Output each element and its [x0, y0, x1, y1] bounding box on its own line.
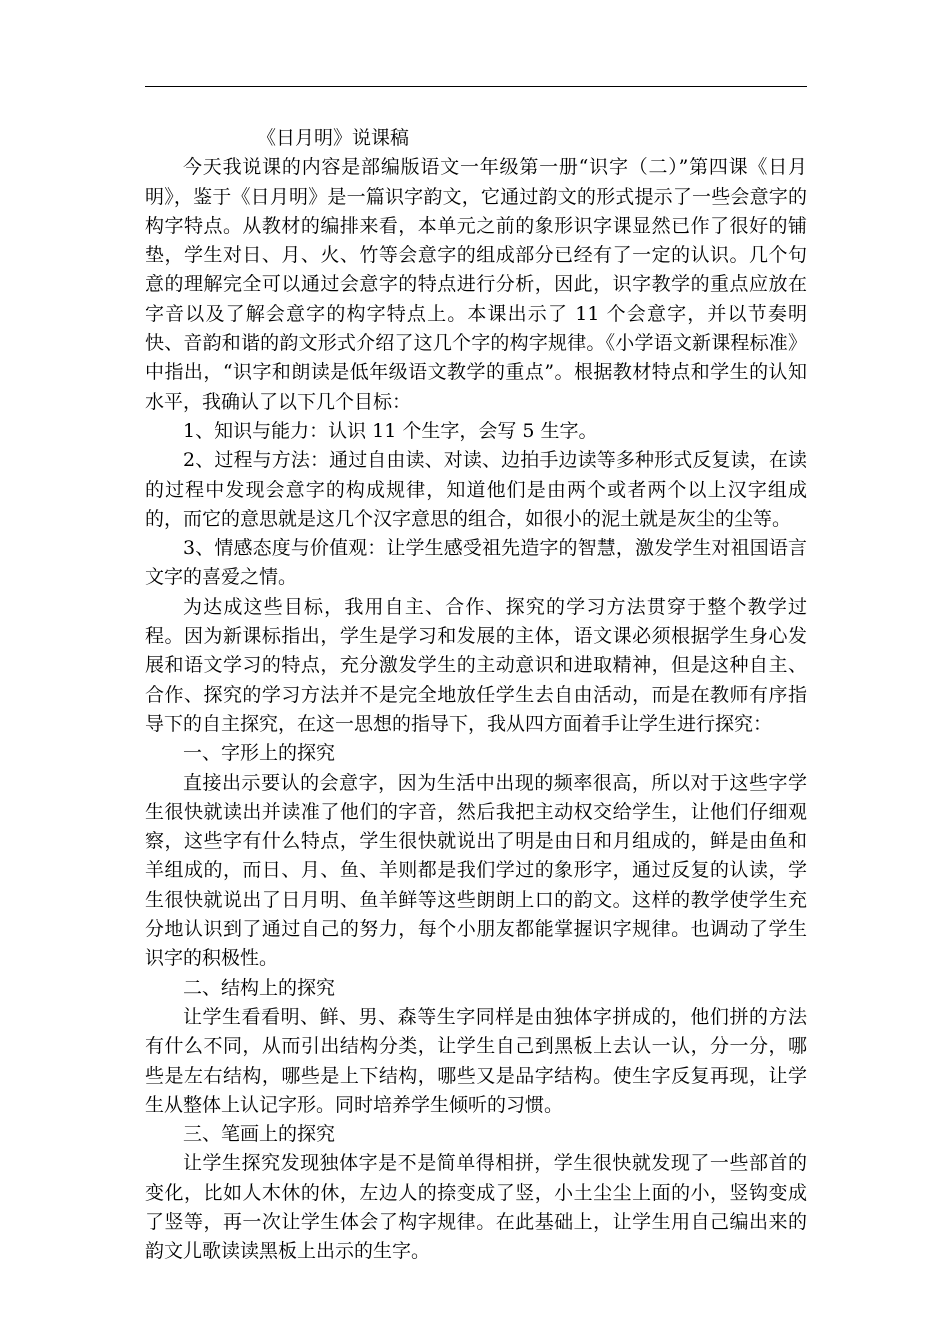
section-heading-1: 一、字形上的探究	[183, 742, 336, 765]
paragraph-intro: 今天我说课的内容是部编版语文一年级第一册“识字（二）”第四课《日月明》，鉴于《日月明》是一篇识字韵文，它通过韵文的形式提示了一些会意字的构字特点。从教材的编排来看，本单元之前的象形识字课显然已作了很好的铺垫，学生对日、月、火、竹等会意字的组成部分已经有了一定的认识。几个句意的理解完全可以通过会意字的特点进行分析，因此，识字教学的重点应放在字音以及了解会意字的构字特点上。本课出示了 11 个会意字，并以节奏明快、音韵和谐的韵文形式介绍了这几个字的构字规律。《小学语文新课程标准》中指出，“识字和朗读是低年级语文教学的重点”。根据教材特点和学生的认知水平，我确认了以下几个目标：	[145, 156, 807, 413]
section-heading-3: 三、笔画上的探究	[183, 1123, 336, 1146]
paragraph-section-3: 让学生探究发现独体字是不是简单得相拼，学生很快就发现了一些部首的变化，比如人木休的休，左边人的捺变成了竖，小土尘尘上面的小，竖钩变成了竖等，再一次让学生体会了构字规律。在此基础上，让学生用自己编出来的韵文儿歌读读黑板上出示的生字。	[145, 1152, 807, 1263]
document-title: 《日月明》说课稿	[257, 127, 410, 149]
paragraph-method: 为达成这些目标，我用自主、合作、探究的学习方法贯穿于整个教学过程。因为新课标指出，学生是学习和发展的主体，语文课必须根据学生身心发展和语文学习的特点，充分激发学生的主动意识和进取精神，但是这种自主、合作、探究的学习方法并不是完全地放任学生去自由活动，而是在教师有序指导下的自主探究，在这一思想的指导下，我从四方面着手让学生进行探究：	[145, 595, 807, 735]
section-heading-2: 二、结构上的探究	[183, 976, 336, 999]
header-rule	[145, 86, 807, 87]
document-body	[145, 124, 807, 1267]
paragraph-goal-3: 3、情感态度与价值观：让学生感受祖先造字的智慧，激发学生对祖国语言文字的喜爱之情。	[145, 537, 807, 589]
paragraph-section-1: 直接出示要认的会意字，因为生活中出现的频率很高，所以对于这些字学生很快就读出并读准了他们的字音，然后我把主动权交给学生，让他们仔细观察，这些字有什么特点，学生很快就说出了明是由日和月组成的，鲜是由鱼和羊组成的，而日、月、鱼、羊则都是我们学过的象形字，通过反复的认读，学生很快就说出了日月明、鱼羊鲜等这些朗朗上口的韵文。这样的教学使学生充分地认识到了通过自己的努力，每个小朋友都能掌握识字规律。也调动了学生识字的积极性。	[145, 771, 807, 970]
paragraph-goal-2: 2、过程与方法：通过自由读、对读、边拍手边读等多种形式反复读，在读的过程中发现会意字的构成规律，知道他们是由两个或者两个以上汉字组成的，而它的意思就是这几个汉字意思的组合，如很小的泥土就是灰尘的尘等。	[145, 449, 807, 530]
paragraph-goal-1: 1、知识与能力：认识 11 个生字，会写 5 生字。	[183, 419, 598, 442]
paragraph-section-2: 让学生看看明、鲜、男、森等生字同样是由独体字拼成的，他们拼的方法有什么不同，从而引出结构分类，让学生自己到黑板上去认一认，分一分，哪些是左右结构，哪些是上下结构，哪些又是品字结构。使生字反复再现，让学生从整体上认记字形。同时培养学生倾听的习惯。	[145, 1005, 807, 1116]
